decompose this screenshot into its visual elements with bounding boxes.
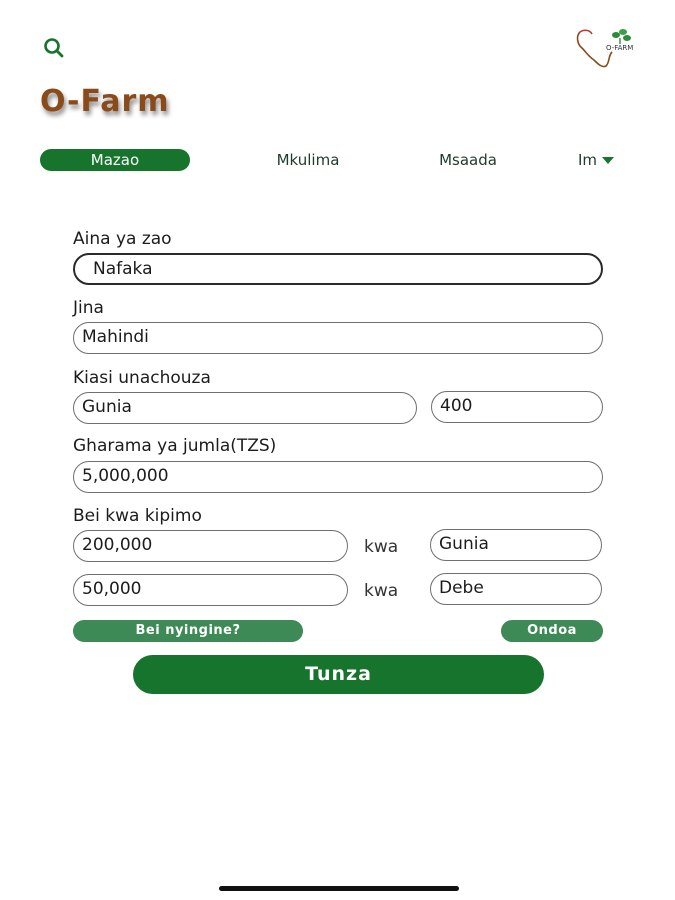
app-title: O-Farm (40, 84, 170, 119)
home-indicator[interactable] (219, 886, 459, 891)
other-price-button[interactable]: Bei nyingine? (73, 620, 303, 642)
unit-price-label: Bei kwa kipimo (73, 506, 202, 526)
total-cost-label: Gharama ya jumla(TZS) (73, 436, 277, 456)
total-cost-field[interactable]: 5,000,000 (73, 461, 603, 493)
per-label-2: kwa (364, 581, 399, 601)
name-field[interactable]: Mahindi (73, 322, 603, 354)
tab-mazao[interactable]: Mazao (40, 149, 190, 171)
brand-logo (572, 26, 636, 70)
crop-type-label: Aina ya zao (73, 229, 172, 249)
name-label: Jina (73, 298, 104, 318)
crop-type-field[interactable]: Nafaka (73, 253, 603, 285)
price-field-1[interactable]: 200,000 (73, 530, 348, 562)
price-unit-field-1[interactable]: Gunia (430, 529, 602, 561)
quantity-label: Kiasi unachouza (73, 368, 211, 388)
price-unit-field-2[interactable]: Debe (430, 573, 602, 605)
svg-text:O-FARM: O-FARM (606, 44, 634, 52)
search-icon[interactable] (42, 36, 66, 60)
remove-button[interactable]: Ondoa (501, 620, 603, 642)
per-label-1: kwa (364, 537, 399, 557)
quantity-amount-field[interactable]: 400 (431, 391, 603, 423)
tab-more[interactable] (578, 149, 638, 171)
chevron-down-icon (602, 157, 614, 164)
price-field-2[interactable]: 50,000 (73, 574, 348, 606)
quantity-unit-field[interactable]: Gunia (73, 392, 417, 424)
tab-mkulima[interactable]: Mkulima (276, 151, 340, 169)
save-button[interactable]: Tunza (133, 655, 544, 694)
tab-msaada[interactable]: Msaada (439, 151, 497, 169)
tab-more-label: Im (578, 151, 598, 169)
